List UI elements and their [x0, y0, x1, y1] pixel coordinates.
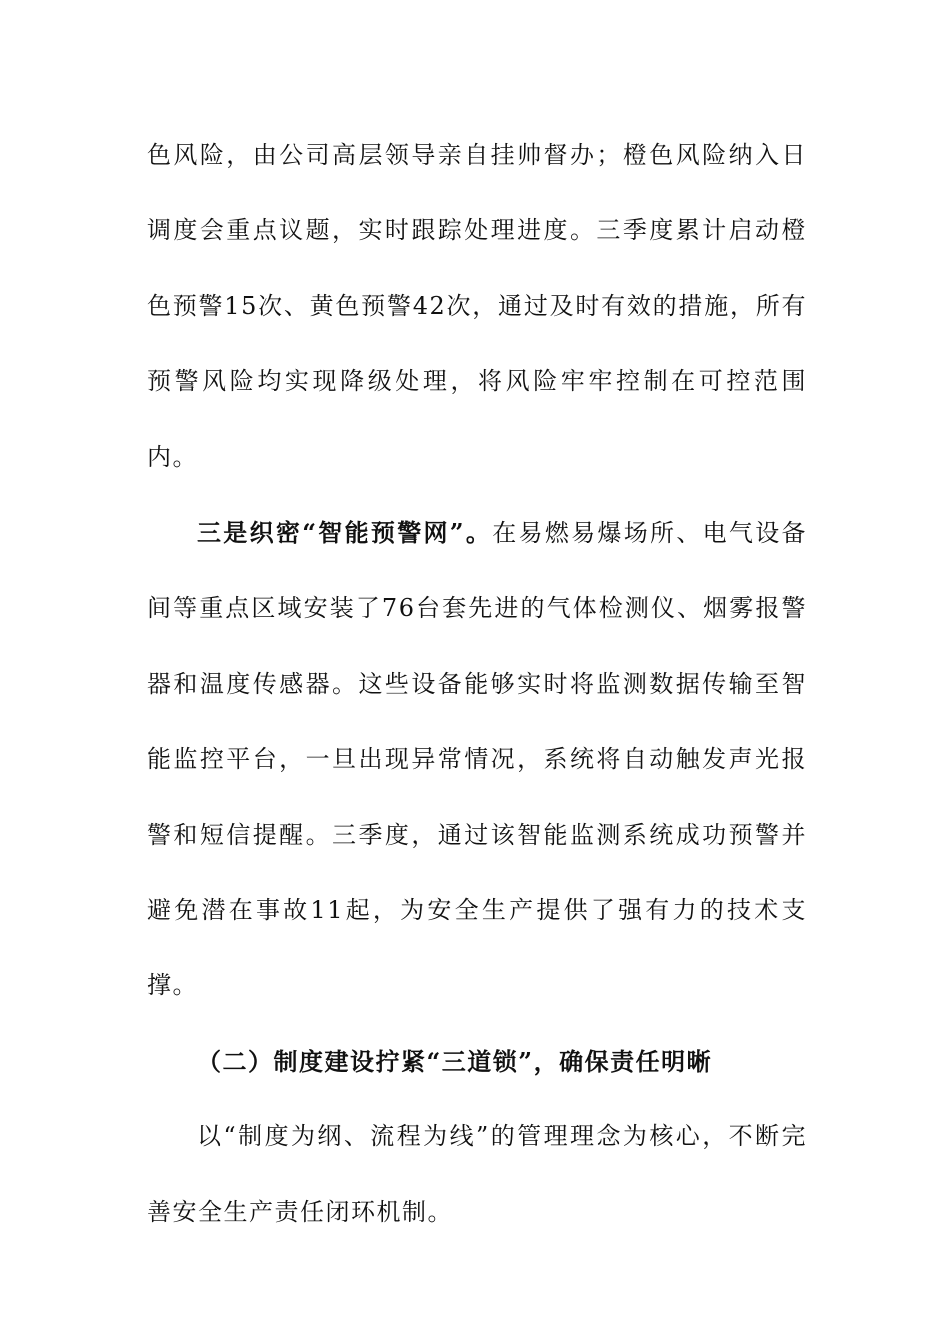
document-body	[147, 118, 807, 1250]
paragraph-risk-control: 色风险，由公司高层领导亲自挂帅督办；橙色风险纳入日调度会重点议题，实时跟踪处理进度。三季度累计启动橙色预警15次、黄色预警42次，通过及时有效的措施，所有预警风险均实现降级处理，将风险牢牢控制在可控范围内。	[147, 141, 807, 471]
paragraph-lead-bold: 三是织密“智能预警网”。	[197, 518, 493, 548]
paragraph-smart-warning	[147, 495, 807, 1024]
paragraph-body-text: 在易燃易爆场所、电气设备间等重点区域安装了76台套先进的气体检测仪、烟雾报警器和温度传感器。这些设备能够实时将监测数据传输至智能监控平台，一旦出现异常情况，系统将自动触发声光报警和短信提醒。三季度，通过该智能监测系统成功预警并避免潜在事故11起，为安全生产提供了强有力的技术支撑。	[147, 519, 808, 1000]
section-heading: （二）制度建设拧紧“三道锁”，确保责任明晰	[197, 1046, 713, 1076]
paragraph-system-building: 以“制度为纲、流程为线”的管理理念为核心，不断完善安全生产责任闭环机制。	[147, 1122, 807, 1226]
